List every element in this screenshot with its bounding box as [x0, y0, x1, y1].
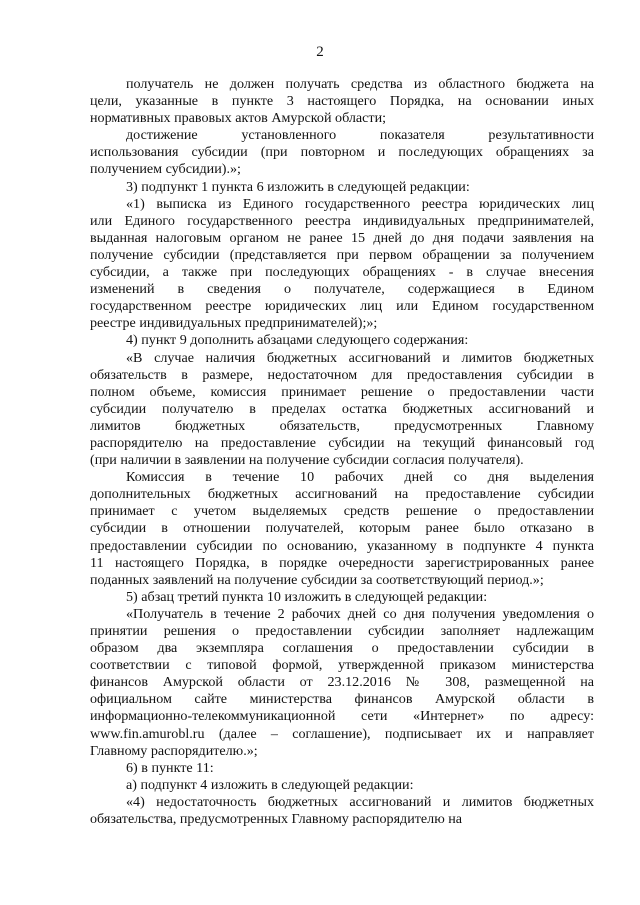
- text-line: финансов Амурской области от 23.12.2016 № 308, размещенной на: [90, 674, 594, 691]
- text-line: поданных заявлений на получение субсидии за соответствующий период.»;: [90, 571, 544, 588]
- text-line: цели, указанные в пункте 3 настоящего Порядка, на основании иных: [90, 93, 594, 110]
- text-line: реестре индивидуальных предпринимателей);»;: [90, 315, 378, 332]
- text-line: получением субсидии).»;: [90, 161, 241, 178]
- text-line: принимает с учетом выделяемых средств решение о предоставлении: [90, 503, 594, 520]
- document-body: [90, 76, 594, 828]
- text-line: или Единого государственного реестра индивидуальных предпринимателей,: [90, 212, 594, 229]
- text-line: распорядителю на предоставление субсидии на текущий финансовый год: [90, 434, 594, 451]
- text-line: субсидии получателю в пределах остатка бюджетных ассигнований и: [90, 400, 594, 417]
- text-line: предоставлении субсидии по основанию, указанному в подпункте 4 пункта: [90, 537, 594, 554]
- text-line: принятии решения о предоставлении субсидии заполняет надлежащим: [90, 623, 594, 639]
- page-number: 2: [316, 44, 324, 60]
- text-line: соответствии с типовой формой, утвержденной приказом министерства: [90, 657, 594, 674]
- text-line: обязательств в размере, недостаточном для предоставления субсидии в: [90, 366, 594, 383]
- text-line: образом два экземпляра соглашения о предоставлении субсидии в: [90, 640, 594, 657]
- text-line: «1) выписка из Единого государственного реестра юридических лиц: [126, 195, 594, 212]
- text-line: «Получатель в течение 2 рабочих дней со дня получения уведомления о: [126, 605, 594, 622]
- text-line: субсидии в отношении получателей, которым ранее было отказано в: [90, 520, 594, 537]
- text-line: 4) пункт 9 дополнить абзацами следующего содержания:: [126, 332, 469, 349]
- text-line: 3) подпункт 1 пункта 6 изложить в следующей редакции:: [126, 178, 470, 195]
- text-line: а) подпункт 4 изложить в следующей редакции:: [126, 776, 414, 793]
- text-line: 5) абзац третий пункта 10 изложить в следующей редакции:: [126, 588, 488, 605]
- text-line: государственном реестре юридических лиц или Едином государственном: [90, 298, 594, 315]
- text-line: получатель не должен получать средства из областного бюджета на: [126, 76, 594, 92]
- text-line: обязательства, предусмотренных Главному распорядителю на: [90, 811, 463, 828]
- text-line: полном объеме, комиссия принимает решение о предоставлении части: [90, 383, 594, 400]
- text-line: Комиссия в течение 10 рабочих дней со дня выделения: [126, 469, 594, 486]
- text-line: изменений в сведения о получателе, содержащиеся в Едином: [90, 281, 594, 298]
- text-line: выданная налоговым органом не ранее 15 дней до дня подачи заявления на: [90, 229, 594, 246]
- text-line: 11 настоящего Порядка, в порядке очередности зарегистрированных ранее: [90, 554, 594, 571]
- text-line: получение субсидии (представляется при первом обращении за получением: [90, 246, 594, 263]
- text-line: информационно-телекоммуникационной сети «Интернет» по адресу:: [90, 708, 594, 725]
- text-line: (при наличии в заявлении на получение субсидии согласия получателя).: [90, 452, 524, 469]
- text-line: лимитов бюджетных обязательств, предусмотренных Главному: [90, 417, 594, 434]
- text-line: официальном сайте министерства финансов Амурской области в: [90, 691, 594, 708]
- text-line: 6) в пункте 11:: [126, 759, 214, 776]
- text-line: субсидии, а также при последующих обращениях - в случае внесения: [90, 264, 594, 281]
- text-line: www.fin.amurobl.ru (далее – соглашение), подписывает их и направляет: [90, 725, 594, 742]
- text-line: Главному распорядителю.»;: [90, 742, 258, 759]
- text-line: использования субсидии (при повторном и последующих обращениях за: [90, 144, 594, 161]
- text-line: дополнительных бюджетных ассигнований на предоставление субсидии: [90, 486, 594, 503]
- text-line: «4) недостаточность бюджетных ассигнований и лимитов бюджетных: [126, 793, 594, 810]
- text-line: нормативных правовых актов Амурской области;: [90, 110, 387, 127]
- text-line: достижение установленного показателя результативности: [126, 127, 594, 144]
- text-line: «В случае наличия бюджетных ассигнований и лимитов бюджетных: [126, 349, 594, 366]
